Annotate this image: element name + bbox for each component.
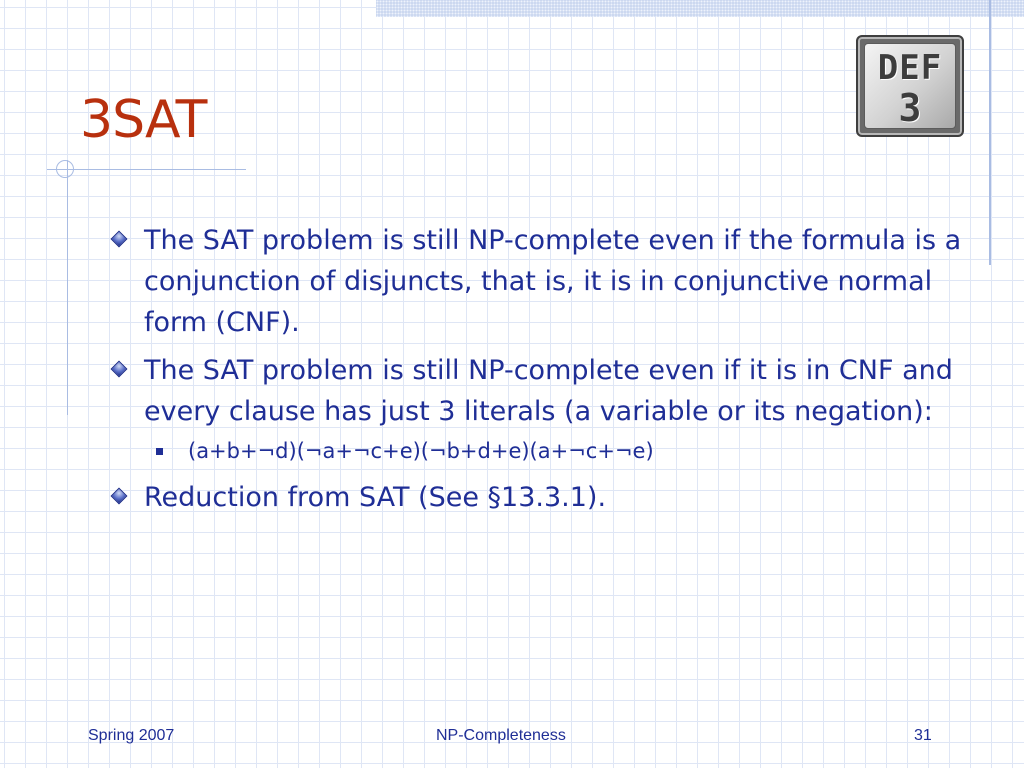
bullet-item xyxy=(108,477,988,518)
sub-bullet-item xyxy=(108,435,988,467)
def-key-line2: 3 xyxy=(898,86,922,130)
sub-bullet-text: (a+b+¬d)(¬a+¬c+e)(¬b+d+e)(a+¬c+¬e) xyxy=(188,439,654,463)
bullet-text: Reduction from SAT (See §13.3.1). xyxy=(144,482,607,513)
top-decorative-band xyxy=(376,0,1024,17)
def-key-face xyxy=(864,43,956,129)
crosshair-circle-decoration xyxy=(56,160,74,178)
footer-page-number: 31 xyxy=(914,727,932,744)
bullet-item xyxy=(108,220,988,343)
slide-title: 3SAT xyxy=(80,90,207,150)
footer-title: NP-Completeness xyxy=(436,727,566,744)
bullet-text: The SAT problem is still NP-complete even if it is in CNF and every clause has just 3 literals (a variable or its negation): xyxy=(144,355,953,427)
title-underline-rule xyxy=(47,169,246,170)
def-3-key-icon xyxy=(856,35,964,137)
diamond-bullet-icon xyxy=(111,231,128,248)
diamond-bullet-icon xyxy=(111,361,128,378)
right-vertical-rule xyxy=(989,0,991,265)
footer-date: Spring 2007 xyxy=(88,727,175,744)
left-vertical-rule xyxy=(67,160,68,415)
slide-body xyxy=(108,220,988,525)
def-key-line1: DEF xyxy=(877,48,943,88)
square-bullet-icon xyxy=(156,448,163,455)
diamond-bullet-icon xyxy=(111,488,128,505)
bullet-item xyxy=(108,350,988,432)
bullet-text: The SAT problem is still NP-complete even if the formula is a conjunction of disjuncts, that is, it is in conjunctive normal form (CNF). xyxy=(144,225,962,338)
